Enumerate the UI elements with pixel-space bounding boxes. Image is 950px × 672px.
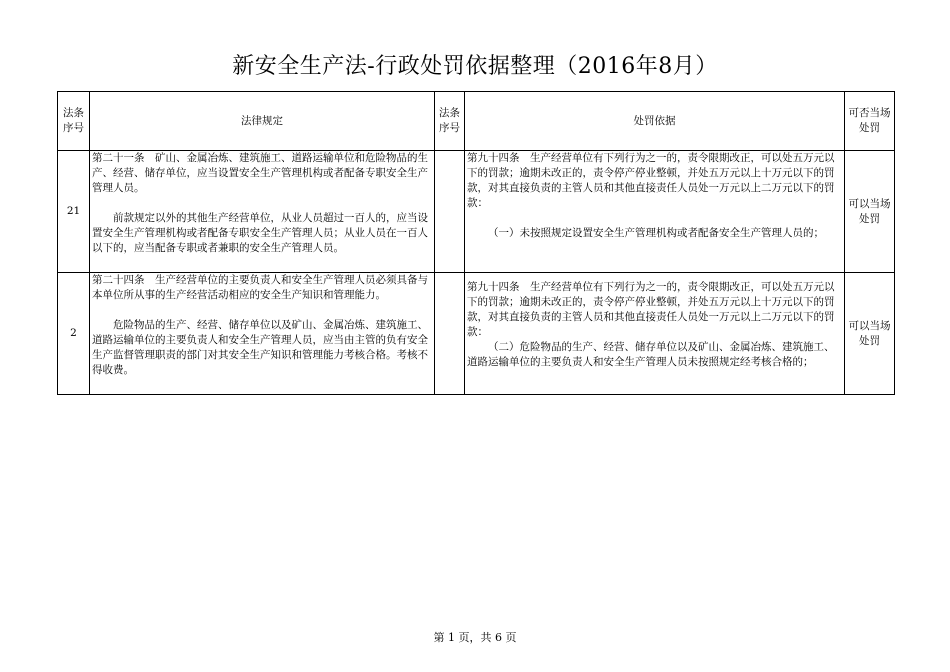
table-header-row	[58, 92, 895, 151]
on-site-cell: 可以当场处罚	[845, 151, 895, 273]
header-law-no: 法条序号	[58, 92, 90, 151]
penalty-paragraph: 第九十四条 生产经营单位有下列行为之一的，责令限期改正，可以处五万元以下的罚款；逾期未改正的，责令停产停业整顿，并处五万元以上十万元以下的罚款，对其直接负责的主管人员和其他直接责任人员处一万元以上二万元以下的罚款：	[467, 281, 835, 338]
law-paragraph: 第二十一条 矿山、金属冶炼、建筑施工、道路运输单位和危险物品的生产、经营、储存单位，应当设置安全生产管理机构或者配备专职安全生产管理人员。	[92, 152, 428, 194]
penalty-basis-cell	[465, 273, 845, 395]
penalty-paragraph: 第九十四条 生产经营单位有下列行为之一的，责令限期改正，可以处五万元以下的罚款；逾期未改正的，责令停产停业整顿，并处五万元以上十万元以下的罚款，对其直接负责的主管人员和其他直接责任人员处一万元以上二万元以下的罚款：	[467, 152, 835, 209]
penalty-paragraph: （一）未按照规定设置安全生产管理机构或者配备安全生产管理人员的；	[488, 227, 824, 239]
law-paragraph: 第二十四条 生产经营单位的主要负责人和安全生产管理人员必须具备与本单位所从事的生产经营活动相应的安全生产知识和管理能力。	[92, 274, 428, 301]
regulation-table	[57, 91, 895, 395]
page-title: 新安全生产法-行政处罚依据整理（2016年8月）	[232, 54, 718, 79]
law-no-cell: 2	[58, 273, 90, 395]
page-footer: 第 1 页，共 6 页	[433, 631, 517, 644]
law-paragraph: 前款规定以外的其他生产经营单位，从业人员超过一百人的，应当设置安全生产管理机构或者配备专职安全生产管理人员；从业人员在一百人以下的，应当配备专职或者兼职的安全生产管理人员。	[92, 212, 428, 254]
penalty-no-cell	[435, 273, 465, 395]
header-penalty-no: 法条序号	[435, 92, 465, 151]
penalty-no-cell	[435, 151, 465, 273]
table-row	[58, 273, 895, 395]
law-paragraph: 危险物品的生产、经营、储存单位以及矿山、金属冶炼、建筑施工、道路运输单位的主要负责人和安全生产管理人员，应当由主管的负有安全生产监督管理职责的部门对其安全生产知识和管理能力考核合格。考核不得收费。	[92, 319, 428, 376]
law-no-cell: 21	[58, 151, 90, 273]
on-site-cell: 可以当场处罚	[845, 273, 895, 395]
penalty-basis-cell	[465, 151, 845, 273]
law-text-cell	[90, 273, 435, 395]
table-row	[58, 151, 895, 273]
header-penalty-basis: 处罚依据	[465, 92, 845, 151]
header-on-site: 可否当场处罚	[845, 92, 895, 151]
header-law-text: 法律规定	[90, 92, 435, 151]
law-text-cell	[90, 151, 435, 273]
penalty-paragraph: （二）危险物品的生产、经营、储存单位以及矿山、金属冶炼、建筑施工、道路运输单位的主要负责人和安全生产管理人员未按照规定经考核合格的；	[467, 341, 835, 368]
